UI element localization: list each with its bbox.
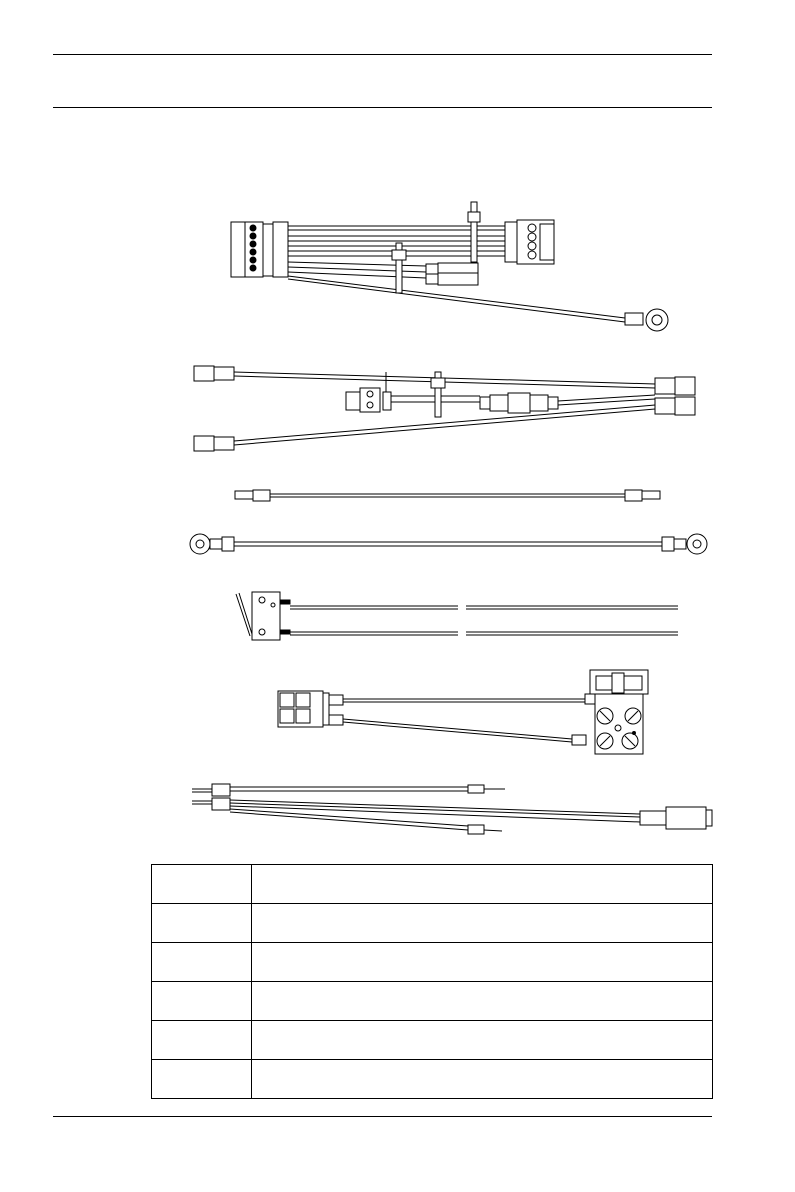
table-cell-number bbox=[152, 904, 252, 943]
harness-7-ferrule-wires bbox=[0, 775, 795, 835]
table-cell-description bbox=[252, 904, 713, 943]
table-cell-number bbox=[152, 1021, 252, 1060]
table-cell-description bbox=[252, 943, 713, 982]
parts-table bbox=[151, 864, 713, 1099]
table-cell-number bbox=[152, 1060, 252, 1099]
harness-5-microswitch bbox=[0, 585, 795, 645]
table-cell-description bbox=[252, 982, 713, 1021]
table-cell-number bbox=[152, 943, 252, 982]
table-cell-description bbox=[252, 1021, 713, 1060]
harness-6-connector-terminal-block bbox=[0, 665, 795, 755]
header-text bbox=[53, 66, 712, 96]
harness-3-single-wire bbox=[0, 485, 795, 505]
table-cell-description bbox=[252, 1060, 713, 1099]
table-row bbox=[152, 865, 713, 904]
harness-2-y-fuse bbox=[0, 355, 795, 460]
header-rule-top bbox=[53, 54, 712, 55]
table-row bbox=[152, 1060, 713, 1099]
table-cell-number bbox=[152, 865, 252, 904]
table-row bbox=[152, 904, 713, 943]
table-cell-number bbox=[152, 982, 252, 1021]
header-rule-bottom bbox=[53, 107, 712, 108]
table-cell-description bbox=[252, 865, 713, 904]
table-row bbox=[152, 982, 713, 1021]
table-row bbox=[152, 943, 713, 982]
footer-text bbox=[53, 1120, 712, 1140]
table-row bbox=[152, 1021, 713, 1060]
harness-1-multiwire bbox=[0, 195, 795, 345]
footer-rule bbox=[53, 1116, 712, 1117]
harness-4-ground-wire bbox=[0, 530, 795, 560]
